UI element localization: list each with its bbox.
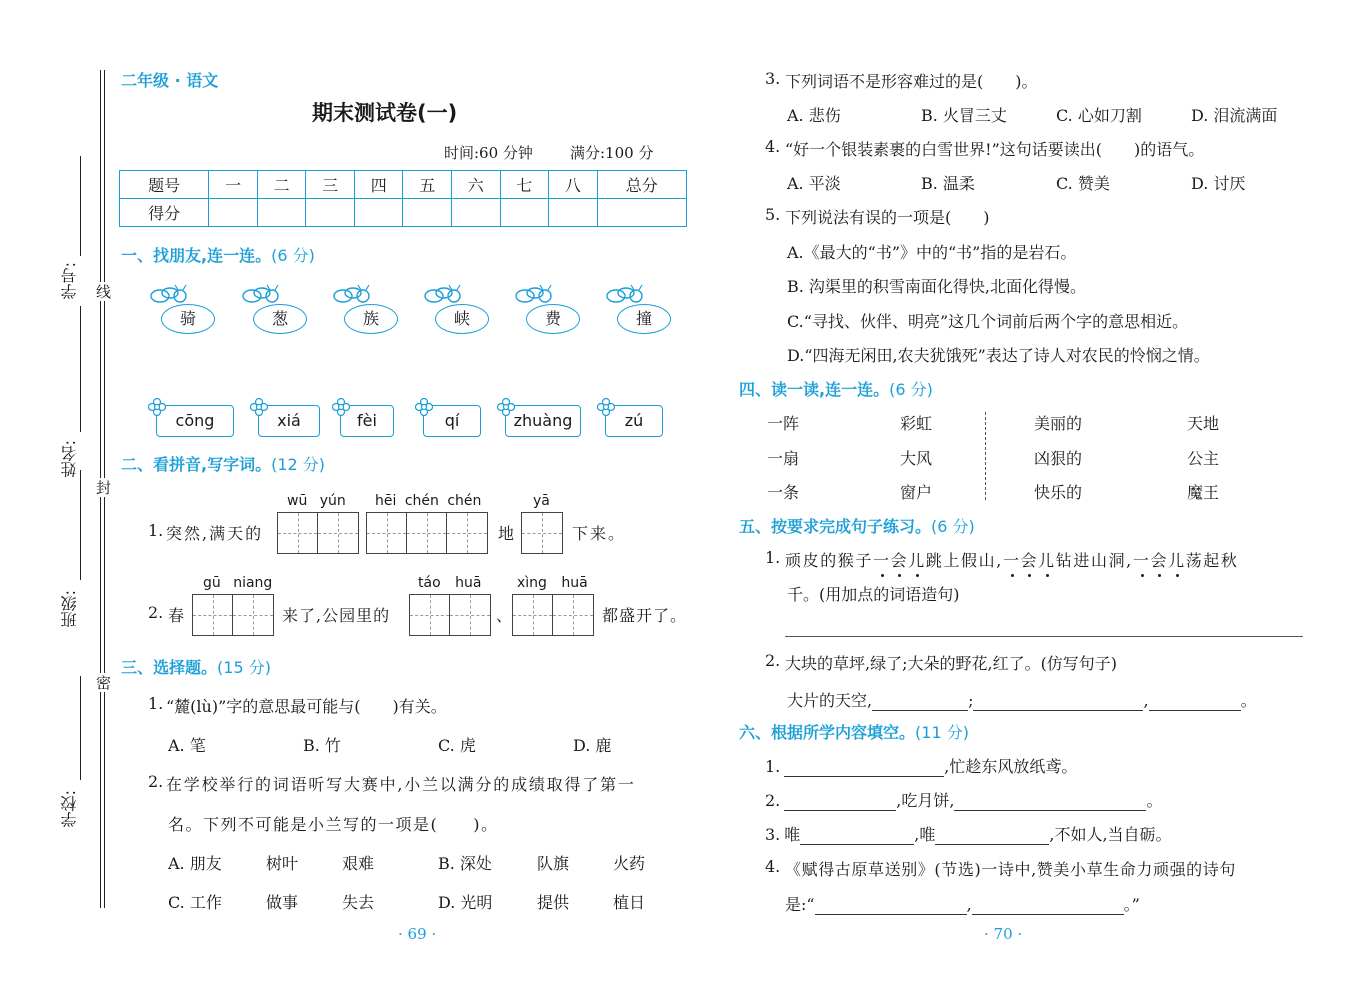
score-cell[interactable]: [209, 199, 258, 227]
seal-line-mark: 线: [94, 284, 112, 299]
s3-q1-text: “麓(lù)”字的意思最可能与( )有关。: [166, 697, 447, 716]
s5-q1-g: 荡起秋: [1185, 551, 1239, 570]
page-number-right: · 70 ·: [984, 925, 1023, 943]
s5-q1-e: 钻进山洞,: [1055, 551, 1133, 570]
match-word[interactable]: 窗户: [900, 483, 933, 502]
s3-q5-text: 下列说法有误的一项是( ): [785, 208, 990, 227]
s3-q4-opt-d[interactable]: D. 讨厌: [1191, 174, 1246, 193]
s2-q1-pinyin-2: hēi chén chén: [375, 493, 482, 509]
class-blank[interactable]: [80, 470, 81, 580]
s6-q1-num: 1.: [765, 757, 781, 776]
s6-q4-pre: 是:“: [785, 895, 815, 914]
s2-q2-post: 都盛开了。: [602, 606, 688, 625]
s6-q2-blank-2[interactable]: [954, 792, 1146, 811]
section-2-points: (12 分): [271, 455, 326, 474]
s5-q1-num: 1.: [765, 548, 781, 567]
student-id-blank[interactable]: [80, 156, 81, 256]
section-1-title: [121, 243, 315, 266]
s6-q4-num: 4.: [765, 857, 781, 876]
s2-q1-pinyin-3: yā: [533, 493, 550, 509]
s3-q4-opt-b[interactable]: B. 温柔: [921, 174, 975, 193]
writing-grid[interactable]: [409, 594, 491, 636]
s2-q1-num: 1.: [148, 521, 164, 540]
match-word[interactable]: 美丽的: [1034, 414, 1083, 433]
s3-q3-opt-c[interactable]: C. 心如刀割: [1056, 106, 1142, 125]
s2-q2-num: 2.: [148, 603, 164, 622]
section-6-points: (11 分): [915, 723, 969, 742]
s2-q1-pinyin-1: wū yún: [287, 493, 346, 509]
s3-q2-line1: 在学校举行的词语听写大赛中,小兰以满分的成绩取得了第一: [166, 775, 636, 794]
section-5-title: [739, 514, 975, 537]
s3-q5-opt-a[interactable]: A.《最大的“书”》中的“书”指的是岩石。: [787, 243, 1077, 262]
bee-character-card[interactable]: [148, 284, 212, 336]
s2-q1-post: 下来。: [572, 524, 627, 543]
s3-q2-opt-d-word: 植日: [613, 893, 646, 912]
score-table-header: 三: [306, 171, 355, 199]
s3-q3-opt-b[interactable]: B. 火冒三丈: [921, 106, 1007, 125]
s2-q1-pre: 突然,满天的: [166, 524, 264, 543]
character-oval: 族: [344, 304, 398, 334]
section-4-points: (6 分): [889, 380, 933, 399]
seal-seal-mark: 封: [94, 480, 112, 495]
s6-q2-num: 2.: [765, 791, 781, 810]
page-number-left: · 69 ·: [398, 925, 437, 943]
s6-q3-c: ,不如人,当自砺。: [1049, 825, 1172, 844]
name-label: 姓名:: [60, 440, 79, 478]
exam-time: 时间:60 分钟: [444, 144, 533, 162]
section-4-title: [739, 377, 933, 400]
bee-character-card[interactable]: [422, 284, 486, 336]
section-1-title-text: 一、找朋友,连一连。: [121, 246, 272, 265]
score-table-header: 一: [209, 171, 258, 199]
section-2-title-text: 二、看拼音,写字词。: [121, 455, 272, 474]
score-cell[interactable]: [500, 199, 549, 227]
score-table-header-row: [120, 171, 687, 199]
section-6-title-text: 六、根据所学内容填空。: [739, 723, 916, 742]
score-table: [119, 170, 687, 227]
s2-q2-pinyin-1: gū niang: [203, 575, 273, 591]
s3-q3-num: 3.: [765, 69, 781, 88]
section-4-title-text: 四、读一读,连一连。: [739, 380, 890, 399]
page-title: 期末测试卷(一): [312, 101, 458, 125]
s6-q4-post: 。”: [1123, 895, 1140, 914]
s6-q1: [765, 754, 1077, 777]
s6-q4-answer: [785, 892, 1140, 915]
s6-q1-post: ,忙趁东风放纸鸢。: [944, 757, 1078, 776]
s5-q2-pre: 大片的天空,: [787, 691, 873, 710]
s2-q2-sep: 、: [496, 606, 513, 625]
flower-icon: [597, 398, 615, 416]
s6-q4-line1: 《赋得古原草送别》(节选)一诗中,赞美小草生命力顽强的诗句: [785, 860, 1236, 879]
s5-q1-line2: 千。(用加点的词语造句): [787, 585, 960, 604]
s2-q2-pinyin-3: xìng huā: [517, 575, 588, 591]
name-blank[interactable]: [80, 306, 81, 432]
score-cell[interactable]: [354, 199, 403, 227]
s5-q2-sep-3: 。: [1240, 691, 1257, 710]
flower-icon: [415, 398, 433, 416]
s3-q2-opt-d[interactable]: D. 光明: [438, 893, 493, 912]
s5-q2-blank-1[interactable]: [872, 692, 968, 711]
section-3-title-text: 三、选择题。: [121, 658, 218, 677]
s3-q3-opt-a[interactable]: A. 悲伤: [787, 106, 841, 125]
s5-q2-blank-3[interactable]: [1149, 692, 1241, 711]
score-cell[interactable]: [257, 199, 306, 227]
s5-q2-blank-2[interactable]: [973, 692, 1143, 711]
s3-q4-num: 4.: [765, 137, 781, 156]
s5-q2-num: 2.: [765, 651, 781, 670]
pinyin-card[interactable]: fèi: [340, 405, 394, 437]
s3-q2-opt-a-word: 树叶: [266, 854, 299, 873]
pinyin-card[interactable]: xiá: [258, 405, 320, 437]
score-cell[interactable]: [452, 199, 501, 227]
score-cell[interactable]: [597, 199, 686, 227]
match-word[interactable]: 一条: [767, 483, 800, 502]
character-oval: 峡: [435, 304, 489, 334]
flower-icon: [250, 398, 268, 416]
writing-grid[interactable]: [366, 512, 488, 554]
s6-q2-post: 。: [1146, 791, 1163, 810]
s3-q1-opt-c[interactable]: C. 虎: [438, 736, 476, 755]
s3-q5-num: 5.: [765, 205, 781, 224]
s5-q2-answer: [787, 688, 1257, 711]
match-word[interactable]: 一阵: [767, 414, 800, 433]
s3-q3-text: 下列词语不是形容难过的是( )。: [785, 72, 1038, 91]
pinyin-card[interactable]: cōng: [156, 405, 234, 437]
s2-q2-pre: 春: [168, 606, 185, 625]
s5-q1-a: 顽皮的猴子: [785, 551, 874, 570]
grade-subject: 二年级 · 语文: [121, 71, 219, 90]
exam-full-score: 满分:100 分: [570, 144, 654, 162]
s3-q4-text: “好一个银装素裹的白雪世界!”这句话要读出( )的语气。: [785, 140, 1205, 159]
s3-q2-opt-c[interactable]: C. 工作: [168, 893, 222, 912]
s3-q5-opt-c[interactable]: C.“寻找、伙伴、明亮”这几个词前后两个字的意思相近。: [787, 312, 1189, 331]
character-oval: 葱: [253, 304, 307, 334]
s2-q1-mid: 地: [498, 524, 515, 543]
s2-q2-mid: 来了,公园里的: [282, 606, 391, 625]
s3-q4-opt-c[interactable]: C. 赞美: [1056, 174, 1110, 193]
flower-icon: [148, 398, 166, 416]
s3-q2-opt-b[interactable]: B. 深处: [438, 854, 492, 873]
score-table-header: 七: [500, 171, 549, 199]
section-1-points: (6 分): [271, 246, 315, 265]
s6-q4-blank-1[interactable]: [815, 896, 967, 915]
s3-q1-opt-a[interactable]: A. 笔: [168, 736, 206, 755]
s6-q4-mid: ,: [966, 895, 972, 914]
score-table-header: 五: [403, 171, 452, 199]
s6-q3-blank-1[interactable]: [800, 826, 914, 845]
flower-icon: [497, 398, 515, 416]
s3-q2-opt-d-word: 提供: [537, 893, 570, 912]
match-word[interactable]: 快乐的: [1034, 483, 1083, 502]
match-word[interactable]: 天地: [1187, 414, 1220, 433]
score-cell[interactable]: [403, 199, 452, 227]
s3-q2-opt-a[interactable]: A. 朋友: [168, 854, 222, 873]
s6-q3-b: ,唯: [914, 825, 936, 844]
bee-character-card[interactable]: [331, 284, 395, 336]
score-table-score-row: [120, 199, 687, 227]
pinyin-card[interactable]: qí: [423, 405, 481, 437]
score-table-header: 八: [549, 171, 598, 199]
score-cell[interactable]: [306, 199, 355, 227]
s3-q2-opt-c-word: 做事: [266, 893, 299, 912]
writing-grid[interactable]: [512, 594, 594, 636]
match-word[interactable]: 一扇: [767, 449, 800, 468]
s5-q1-dotted-3: 一会儿: [1132, 551, 1186, 570]
s6-q3-a: 唯: [784, 825, 801, 844]
s6-q3-num: 3.: [765, 825, 781, 844]
flower-icon: [332, 398, 350, 416]
s3-q2-opt-c-word: 失去: [342, 893, 375, 912]
score-cell[interactable]: [549, 199, 598, 227]
match-divider: [985, 412, 986, 500]
s5-q1-c: 跳上假山,: [925, 551, 1003, 570]
s6-q1-blank[interactable]: [784, 758, 944, 777]
score-table-header: 题号: [120, 171, 209, 199]
s3-q4-opt-a[interactable]: A. 平淡: [787, 174, 841, 193]
pinyin-card[interactable]: zú: [605, 405, 663, 437]
section-5-title-text: 五、按要求完成句子练习。: [739, 517, 932, 536]
bee-character-card[interactable]: [513, 284, 577, 336]
section-3-points: (15 分): [217, 658, 271, 677]
s6-q2: [765, 788, 1162, 811]
class-label: 班级:: [60, 590, 79, 628]
s5-q1-dotted-1: 一会儿: [873, 551, 926, 570]
s3-q2-opt-b-word: 火药: [613, 854, 646, 873]
section-2-title: [121, 452, 325, 475]
s3-q1-opt-b[interactable]: B. 竹: [303, 736, 341, 755]
s5-q1-answer-line[interactable]: [785, 636, 1303, 637]
writing-grid[interactable]: [521, 512, 563, 554]
writing-grid[interactable]: [192, 594, 274, 636]
s6-q3-blank-2[interactable]: [935, 826, 1049, 845]
score-table-header: 总分: [597, 171, 686, 199]
section-3-title: [121, 655, 271, 678]
match-word[interactable]: 公主: [1187, 449, 1220, 468]
s6-q3: [765, 822, 1172, 845]
score-row-label: 得分: [120, 199, 209, 227]
s3-q2-line2: 名。下列不可能是小兰写的一项是( )。: [168, 815, 499, 834]
s5-q2-sep-2: ,: [1143, 691, 1149, 710]
bee-character-card[interactable]: [240, 284, 304, 336]
character-oval: 费: [526, 304, 580, 334]
s6-q2-blank-1[interactable]: [784, 792, 896, 811]
score-table-header: 六: [452, 171, 501, 199]
character-oval: 撞: [617, 304, 671, 334]
s3-q1-num: 1.: [148, 694, 164, 713]
match-word[interactable]: 大风: [900, 449, 933, 468]
score-table-header: 二: [257, 171, 306, 199]
s3-q3-opt-d[interactable]: D. 泪流满面: [1191, 106, 1278, 125]
s6-q4-blank-2[interactable]: [972, 896, 1124, 915]
s3-q5-opt-d[interactable]: D.“四海无闲田,农夫犹饿死”表达了诗人对农民的怜悯之情。: [787, 346, 1210, 365]
s6-q2-mid: ,吃月饼,: [896, 791, 955, 810]
student-id-label: 学号:: [60, 262, 79, 300]
s3-q5-opt-b[interactable]: B. 沟渠里的积雪南面化得快,北面化得慢。: [787, 277, 1087, 296]
match-word[interactable]: 凶狠的: [1034, 449, 1083, 468]
school-label: 学校:: [60, 790, 79, 828]
match-word[interactable]: 彩虹: [900, 414, 933, 433]
pinyin-card[interactable]: zhuàng: [505, 405, 581, 437]
bee-character-card[interactable]: [604, 284, 668, 336]
school-blank[interactable]: [80, 676, 81, 780]
seal-secret-mark: 密: [94, 675, 112, 690]
s3-q2-opt-a-word: 艰难: [342, 854, 375, 873]
s5-q2-sep-1: ;: [968, 691, 974, 710]
section-6-title: [739, 720, 969, 743]
s2-q2-pinyin-2: táo huā: [418, 575, 482, 591]
score-table-header: 四: [354, 171, 403, 199]
section-5-points: (6 分): [931, 517, 975, 536]
s3-q2-num: 2.: [148, 772, 164, 791]
writing-grid[interactable]: [277, 512, 359, 554]
character-oval: 骑: [161, 304, 215, 334]
s3-q2-opt-b-word: 队旗: [537, 854, 570, 873]
s5-q1-sentence: [785, 548, 1239, 571]
match-word[interactable]: 魔王: [1187, 483, 1220, 502]
s5-q2-text: 大块的草坪,绿了;大朵的野花,红了。(仿写句子): [785, 654, 1118, 673]
s3-q1-opt-d[interactable]: D. 鹿: [573, 736, 612, 755]
s5-q1-dotted-2: 一会儿: [1002, 551, 1056, 570]
